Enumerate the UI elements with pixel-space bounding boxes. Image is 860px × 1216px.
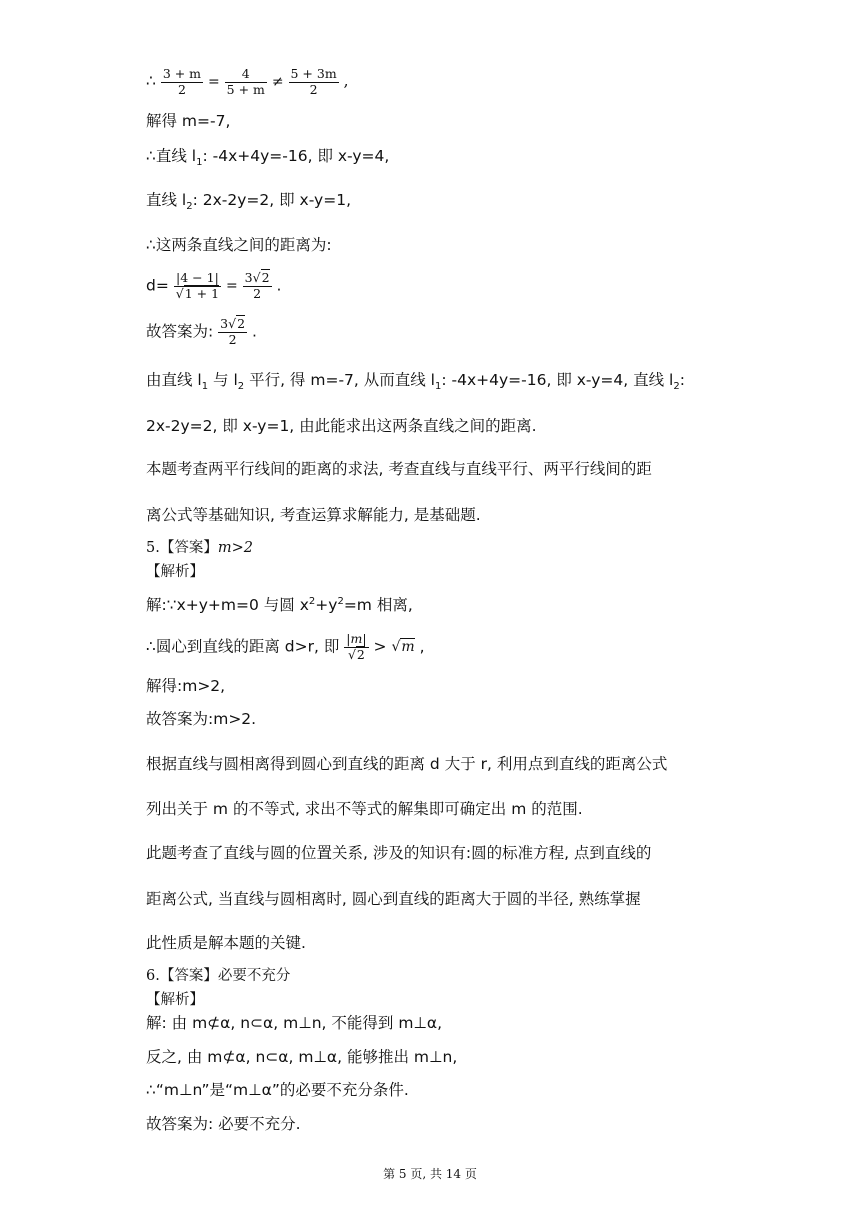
text-line: 此题考查了直线与圆的位置关系, 涉及的知识有:圆的标准方程, 点到直线的 (146, 844, 652, 862)
text-line: 距离公式, 当直线与圆相离时, 圆心到直线的距离大于圆的半径, 熟练掌握 (146, 890, 641, 908)
fraction-result: $\frac{3√2}{2}$ (244, 270, 270, 301)
text-line: 本题考查两平行线间的距离的求法, 考查直线与直线平行、两平行线间的距 (146, 460, 652, 478)
distance-inequality: ∴圆心到直线的距离 d>r, 即 $\frac{|m|}{√2}$ > √m , (146, 631, 425, 662)
answer-line: 故答案为: $\frac{3√2}{2}$ . (146, 316, 257, 347)
fraction-m: $\frac{|m|}{√2}$ (346, 631, 367, 662)
text-line: ∴直线 $l_1$: -4x+4y=-16, 即 x-y=4, (146, 147, 390, 169)
fraction-distance: $\frac{|4 - 1|}{√1 + 1}$ (175, 270, 220, 301)
text-line: 列出关于 m 的不等式, 求出不等式的解集即可确定出 m 的范围. (146, 800, 583, 818)
therefore-symbol: ∴ (146, 72, 156, 90)
text-line: 离公式等基础知识, 考查运算求解能力, 是基础题. (146, 506, 481, 524)
answer-heading-6: 6.【答案】必要不充分 (146, 968, 291, 984)
text-line: 此性质是解本题的关键. (146, 934, 306, 952)
sqrt-m: √m (391, 639, 415, 655)
text-line: 故答案为:m>2. (146, 710, 257, 728)
text-line: 直线 $l_2$: 2x-2y=2, 即 x-y=1, (146, 191, 351, 213)
analysis-heading-5: 【解析】 (146, 564, 204, 580)
text-line: 反之, 由 m⊄α, n⊂α, m⊥α, 能够推出 m⊥n, (146, 1048, 458, 1066)
text-line: 解得:m>2, (146, 677, 226, 695)
fraction-2: $\frac{4}{5 + m}$ (226, 66, 265, 97)
distance-formula: d= $\frac{|4 - 1|}{√1 + 1}$ = $\frac{3√2}{2}$ . (146, 270, 282, 301)
fraction-answer: $\frac{3√2}{2}$ (220, 316, 246, 347)
text-line: 解:∵x+y+m=0 与圆 $x^2+y^2=m$ 相离, (146, 596, 413, 615)
fraction-1: $\frac{3 + m}{2}$ (162, 66, 202, 97)
fraction-3: $\frac{5 + 3m}{2}$ (290, 66, 337, 97)
text-line: 解得 m=-7, (146, 112, 231, 130)
answer-heading-5: 5.【答案】m>2 (146, 540, 253, 556)
text-line: 故答案为: 必要不充分. (146, 1115, 301, 1133)
text-line: 根据直线与圆相离得到圆心到直线的距离 d 大于 r, 利用点到直线的距离公式 (146, 755, 668, 773)
text-line: 由直线 $l_1$ 与 $l_2$ 平行, 得 m=-7, 从而直线 $l_1$: -4x+4y=-16, 即 x-y=4, 直线 $l_2$: (146, 371, 685, 393)
text-line: ∴“m⊥n”是“m⊥α”的必要不充分条件. (146, 1081, 409, 1099)
text-line: ∴这两条直线之间的距离为: (146, 236, 332, 254)
equation-ratio: ∴ $\frac{3 + m}{2}$ = $\frac{4}{5 + m}$ ≠ $\frac{5 + 3m}{2}$ , (146, 66, 349, 97)
page-footer: 第 5 页, 共 14 页 (383, 1167, 477, 1181)
text-line: 2x-2y=2, 即 x-y=1, 由此能求出这两条直线之间的距离. (146, 417, 537, 435)
text-line: 解: 由 m⊄α, n⊂α, m⊥n, 不能得到 m⊥α, (146, 1014, 443, 1032)
analysis-heading-6: 【解析】 (146, 992, 204, 1008)
